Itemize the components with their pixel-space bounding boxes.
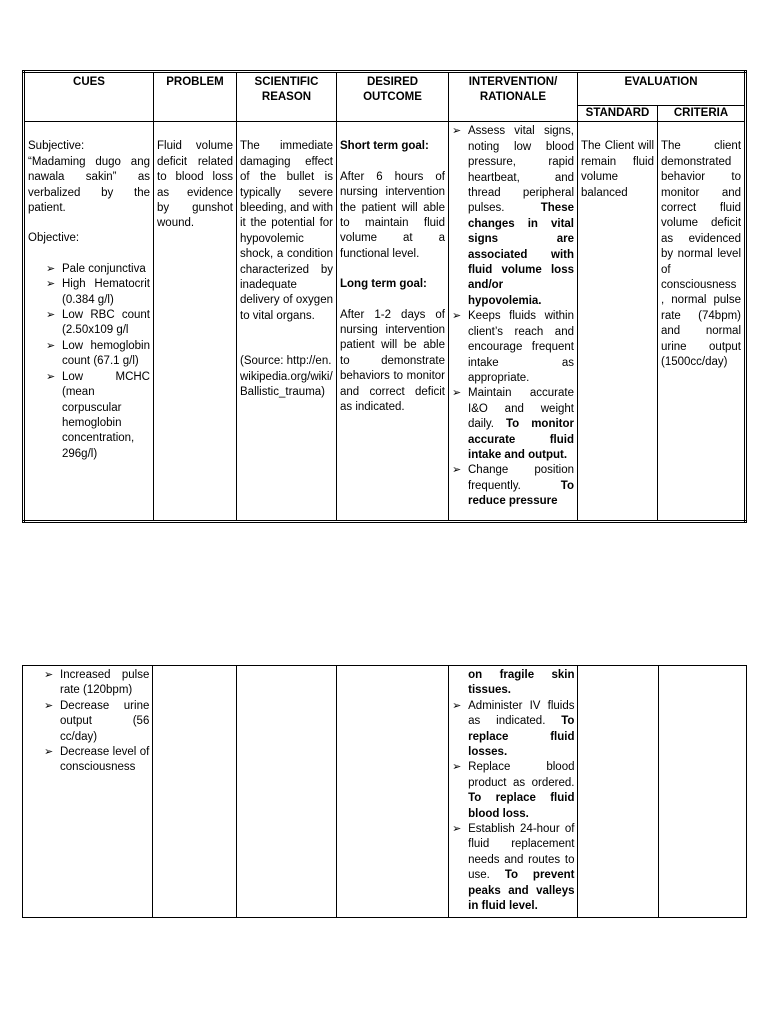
header-criteria: CRITERIA xyxy=(658,106,746,122)
list-item: ➢ Change position frequently. To reduce pressure xyxy=(452,464,574,508)
source-citation: (Source: http://en.wikipedia.org/wiki/Ballistic_trauma) xyxy=(240,355,333,399)
rationale-tail: on fragile skin tissues. xyxy=(468,669,575,697)
problem-cell xyxy=(154,122,237,522)
short-term-goal-text: After 6 hours of nursing intervention the patient will able to maintain fluid volume at a functional level. xyxy=(340,170,445,260)
arrow-bullet-icon: ➢ xyxy=(44,699,54,712)
list-item: ➢ Decrease level of consciousness xyxy=(44,746,150,774)
header-standard: STANDARD xyxy=(578,106,658,122)
scientific-reason-text: The immediate damaging effect of the bullet is typically severe bleeding, and with it the potential for hypovolemic shock, a condition characterized by inadequate delivery of oxygen to vital organs. xyxy=(240,140,333,322)
header-scientific-reason: SCIENTIFIC REASON xyxy=(237,72,337,122)
list-item: ➢ Decrease urine output (56 cc/day) xyxy=(44,699,150,743)
header-intervention: INTERVENTION/ RATIONALE xyxy=(449,72,578,122)
list-item: ➢ Low MCHC (mean corpuscular hemoglobin concentration, 296g/l) xyxy=(46,370,150,460)
subjective-label: Subjective: xyxy=(28,140,85,153)
arrow-bullet-icon: ➢ xyxy=(452,387,462,400)
arrow-bullet-icon: ➢ xyxy=(452,310,462,323)
arrow-bullet-icon: ➢ xyxy=(46,339,56,352)
arrow-bullet-icon: ➢ xyxy=(452,125,462,138)
list-item: ➢ Pale conjunctiva xyxy=(46,262,150,277)
arrow-bullet-icon: ➢ xyxy=(46,262,56,275)
long-term-goal-label: Long term goal: xyxy=(340,278,427,291)
standard-text: The Client will remain fluid volume balanced xyxy=(581,140,654,199)
intervention-list xyxy=(452,124,574,509)
arrow-bullet-icon: ➢ xyxy=(46,278,56,291)
arrow-bullet-icon: ➢ xyxy=(452,823,462,836)
arrow-bullet-icon: ➢ xyxy=(46,309,56,322)
intervention-cell xyxy=(449,122,578,522)
objective-list-cont xyxy=(26,668,149,776)
criteria-cont-cell xyxy=(658,666,746,918)
desired-outcome-cont-cell xyxy=(336,666,448,918)
problem-text: Fluid volume deficit related to blood loss as evidence by gunshot wound. xyxy=(157,140,233,230)
arrow-bullet-icon: ➢ xyxy=(452,464,462,477)
list-item: ➢ Low hemoglobin count (67.1 g/l) xyxy=(46,339,150,368)
criteria-cell xyxy=(658,122,746,522)
arrow-bullet-icon: ➢ xyxy=(46,370,56,383)
header-cues: CUES xyxy=(24,72,154,122)
list-item: ➢ High Hematocrit (0.384 g/l) xyxy=(46,278,150,306)
arrow-bullet-icon: ➢ xyxy=(452,761,462,774)
standard-cell xyxy=(578,122,658,522)
intervention-list-cont xyxy=(452,699,574,915)
arrow-bullet-icon: ➢ xyxy=(452,699,462,712)
header-desired-outcome: DESIRED OUTCOME xyxy=(337,72,449,122)
list-item: ➢ Replace blood product as ordered. To replace fluid blood loss. xyxy=(452,761,575,820)
objective-list xyxy=(28,262,150,462)
scientific-reason-cell xyxy=(237,122,337,522)
list-item: ➢ Low RBC count (2.50x109 g/l xyxy=(46,309,150,337)
header-evaluation: EVALUATION xyxy=(578,72,746,106)
standard-cont-cell xyxy=(578,666,658,918)
care-plan-continuation-table xyxy=(22,665,747,918)
header-problem: PROBLEM xyxy=(154,72,237,122)
arrow-bullet-icon: ➢ xyxy=(44,746,54,759)
intervention-cont-cell xyxy=(449,666,578,918)
list-item: ➢ Increased pulse rate (120bpm) xyxy=(44,669,150,697)
list-item: ➢ Establish 24-hour of fluid replacement needs and routes to use. To prevent peaks and valleys in fluid level. xyxy=(452,823,575,913)
desired-outcome-cell xyxy=(337,122,449,522)
subjective-text: “Madaming dugo ang nawala sakin” as verbalized by the patient. xyxy=(28,155,150,215)
long-term-goal-text: After 1-2 days of nursing intervention patient will be able to demonstrate behaviors to monitor and correct deficit as indicated. xyxy=(340,308,445,414)
list-item: ➢ Administer IV fluids as indicated. To replace fluid losses. xyxy=(452,699,575,759)
short-term-goal-label: Short term goal: xyxy=(340,140,429,153)
care-plan-table xyxy=(22,70,747,523)
scientific-reason-cont-cell xyxy=(236,666,336,918)
problem-cont-cell xyxy=(153,666,236,918)
arrow-bullet-icon: ➢ xyxy=(44,669,54,681)
cues-cell xyxy=(24,122,154,522)
cues-cont-cell xyxy=(23,666,153,918)
list-item: ➢ Maintain accurate I&O and weight daily. To monitor accurate fluid intake and output. xyxy=(452,387,574,461)
criteria-text: The client demonstrated behavior to monitor and correct fluid volume deficit as evidenced by normal level of consciousness , normal pulse rate (74bpm) and normal urine output (1500cc/day) xyxy=(661,140,742,369)
objective-label: Objective: xyxy=(28,232,80,245)
list-item: ➢ Assess vital signs, noting low blood pressure, rapid heartbeat, and thread peripheral pulses. These changes in vital signs are associated with fluid volume loss and/or hypovolemia. xyxy=(452,125,574,307)
list-item: ➢ Keeps fluids within client’s reach and encourage frequent intake as appropriate. xyxy=(452,310,574,384)
